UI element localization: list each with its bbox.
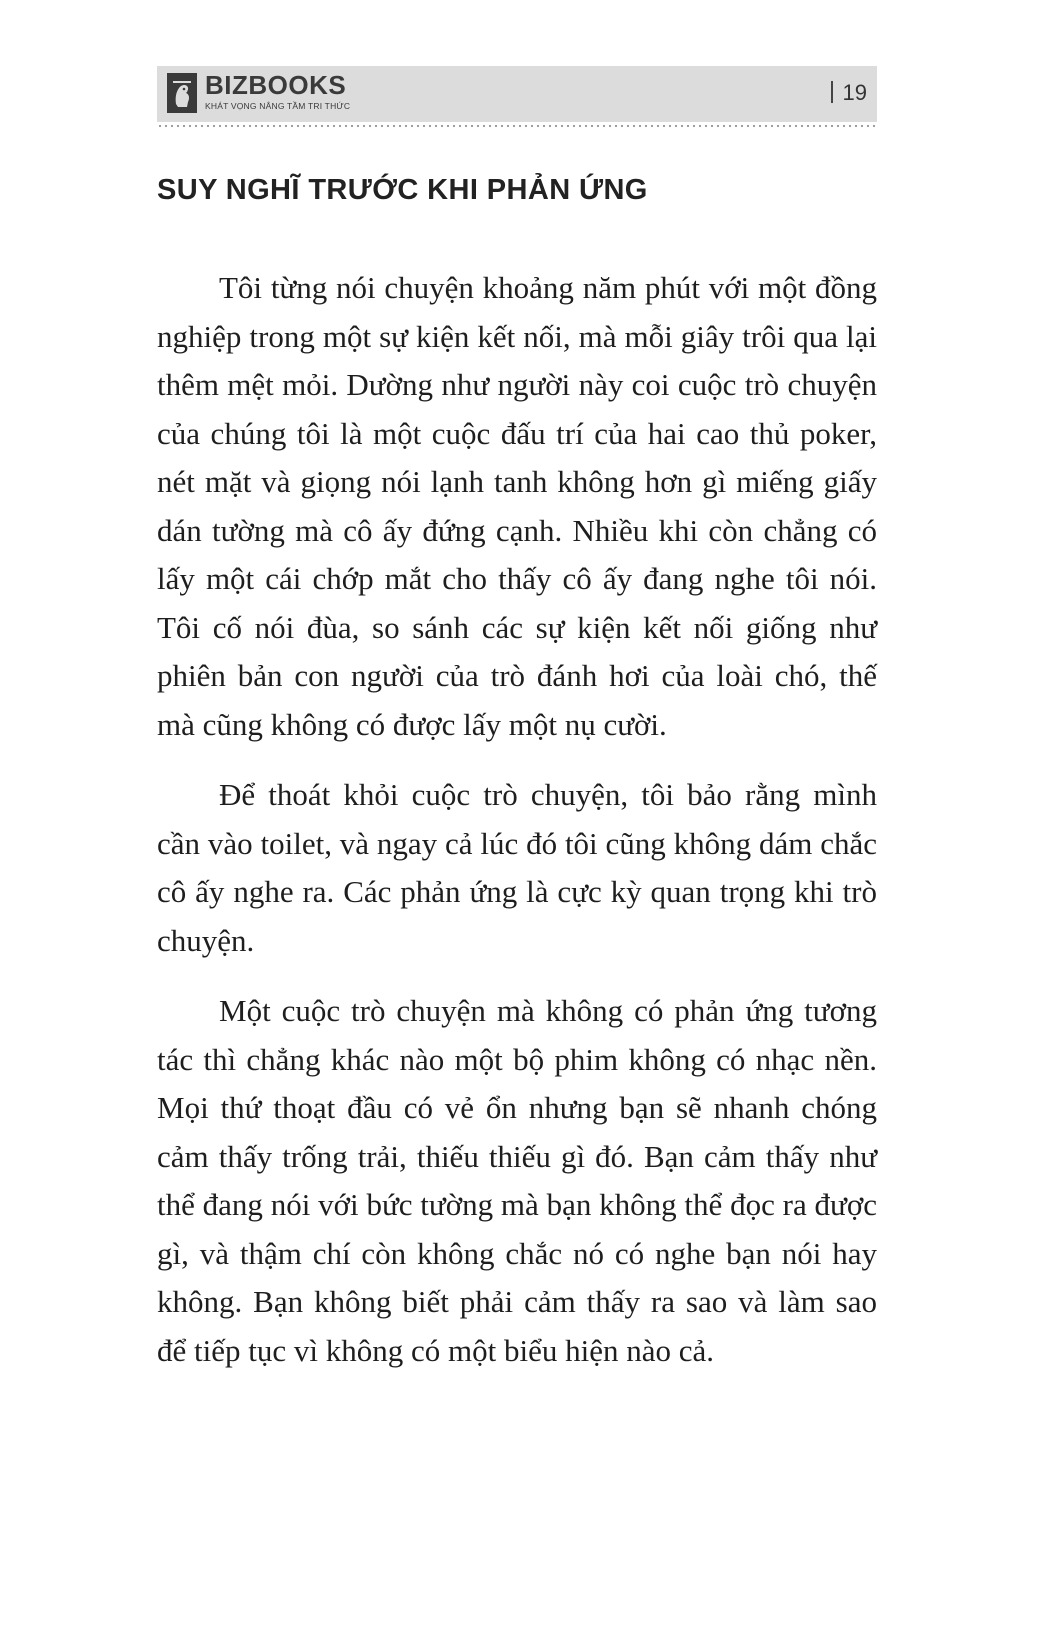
- paragraph-1: Tôi từng nói chuyện khoảng năm phút với một đồng nghiệp trong một sự kiện kết nối, mà mỗi giây trôi qua lại thêm mệt mỏi. Dường như người này coi cuộc trò chuyện của chúng tôi là một cuộc đấu trí của hai cao thủ poker, nét mặt và giọng nói lạnh tanh không hơn gì miếng giấy dán tường mà cô ấy đứng cạnh. Nhiều khi còn chẳng có lấy một cái chớp mắt cho thấy cô ấy đang nghe tôi nói. Tôi cố nói đùa, so sánh các sự kiện kết nối giống như phiên bản con người của trò đánh hơi của loài chó, thế mà cũng không có được lấy một nụ cười.: [157, 270, 877, 742]
- bizbooks-logo-icon: [167, 73, 197, 113]
- page-number: 19: [842, 80, 867, 105]
- paragraph-3: Một cuộc trò chuyện mà không có phản ứng tương tác thì chẳng khác nào một bộ phim không có nhạc nền. Mọi thứ thoạt đầu có vẻ ổn nhưng bạn sẽ nhanh chóng cảm thấy trống trải, thiếu thiếu gì đó. Bạn cảm thấy như thể đang nói với bức tường mà bạn không thể đọc ra được gì, và thậm chí còn không chắc nó có nghe bạn nói hay không. Bạn không biết phải cảm thấy ra sao và làm sao để tiếp tục vì không có một biểu hiện nào cả.: [157, 993, 877, 1368]
- brand-tagline: KHÁT VỌNG NÂNG TẦM TRI THỨC: [205, 101, 351, 111]
- running-header: [157, 66, 877, 122]
- header-dotted-rule: [157, 124, 877, 128]
- paragraph-2: Để thoát khỏi cuộc trò chuyện, tôi bảo rằng mình cần vào toilet, và ngay cả lúc đó tôi cũng không dám chắc cô ấy nghe ra. Các phản ứng là cực kỳ quan trọng khi trò chuyện.: [157, 777, 877, 958]
- page-number-separator: [831, 81, 833, 103]
- page-number-area: [831, 80, 867, 106]
- body-text: [157, 264, 877, 1397]
- chapter-title: SUY NGHĨ TRƯỚC KHI PHẢN ỨNG: [157, 174, 648, 206]
- brand-name: BIZBOOKS: [205, 70, 347, 100]
